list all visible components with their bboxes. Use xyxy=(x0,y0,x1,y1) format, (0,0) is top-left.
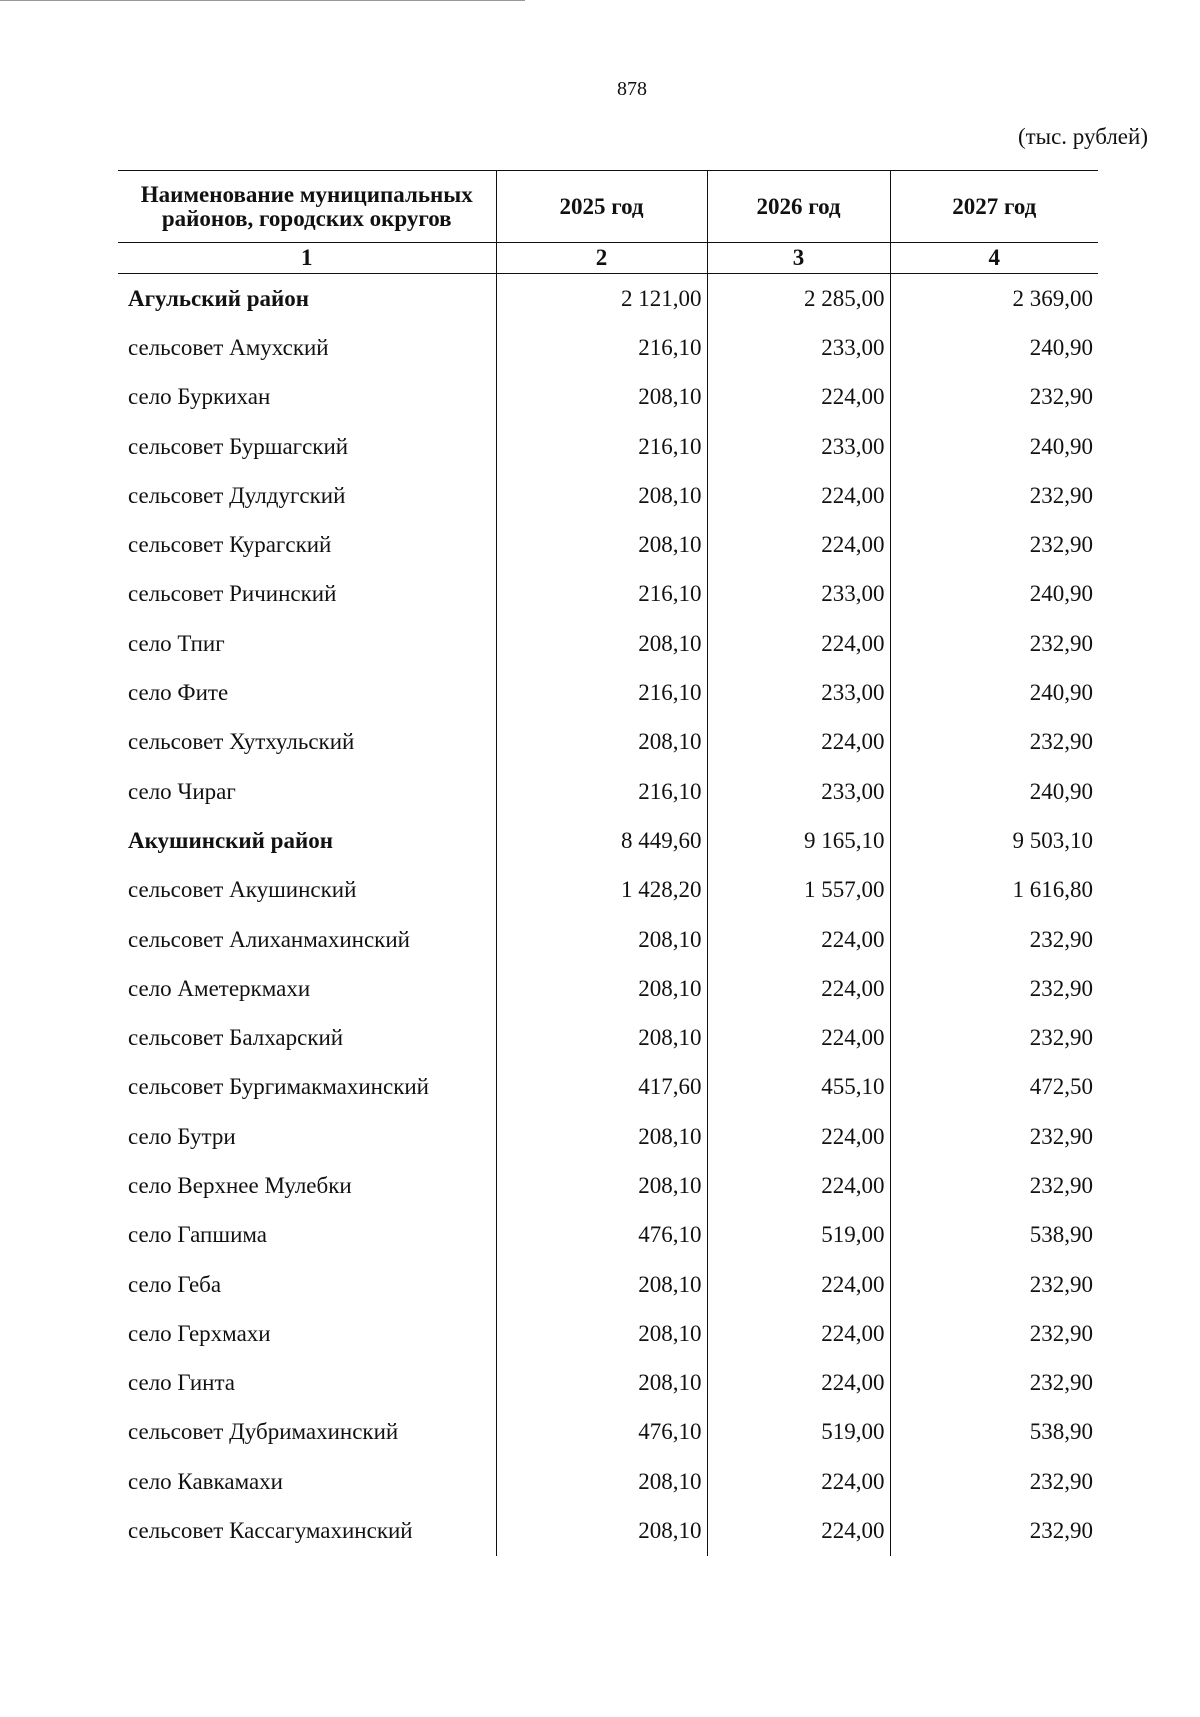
value-2025: 216,10 xyxy=(496,767,707,816)
value-2026: 455,10 xyxy=(707,1063,890,1112)
value-2025: 417,60 xyxy=(496,1063,707,1112)
value-2027: 472,50 xyxy=(890,1063,1098,1112)
value-2025: 208,10 xyxy=(496,1359,707,1408)
table-row xyxy=(118,520,1098,569)
header-name: Наименование муниципальных районов, городских округов xyxy=(118,171,496,243)
table-row xyxy=(118,1506,1098,1555)
row-name: село Фите xyxy=(128,680,229,706)
value-2025: 208,10 xyxy=(496,1161,707,1210)
value-2027: 1 616,80 xyxy=(890,866,1098,915)
value-2026: 224,00 xyxy=(707,718,890,767)
table-row xyxy=(118,1260,1098,1309)
row-name: село Бутри xyxy=(128,1123,236,1149)
header-row xyxy=(118,171,1098,243)
value-2025: 2 121,00 xyxy=(496,274,707,324)
value-2027: 232,90 xyxy=(890,1161,1098,1210)
row-name: село Герхмахи xyxy=(128,1320,271,1346)
value-2027: 232,90 xyxy=(890,1457,1098,1506)
row-name: село Тпиг xyxy=(128,630,225,656)
value-2026: 233,00 xyxy=(707,767,890,816)
value-2025: 208,10 xyxy=(496,471,707,520)
table-row xyxy=(118,373,1098,422)
row-name: село Чираг xyxy=(128,778,236,804)
row-name: сельсовет Дубримахинский xyxy=(128,1419,399,1445)
top-rule xyxy=(0,0,525,1)
page-number: 878 xyxy=(617,78,647,100)
table-row xyxy=(118,718,1098,767)
table-row xyxy=(118,1309,1098,1358)
row-name: село Верхнее Мулебки xyxy=(128,1172,352,1198)
units-label: (тыс. рублей) xyxy=(1017,124,1148,149)
value-2026: 224,00 xyxy=(707,1013,890,1062)
value-2025: 208,10 xyxy=(496,718,707,767)
value-2027: 232,90 xyxy=(890,1506,1098,1555)
table-row xyxy=(118,1112,1098,1161)
value-2027: 538,90 xyxy=(890,1211,1098,1260)
value-2025: 208,10 xyxy=(496,1457,707,1506)
value-2026: 224,00 xyxy=(707,964,890,1013)
value-2026: 224,00 xyxy=(707,1112,890,1161)
value-2026: 224,00 xyxy=(707,1359,890,1408)
value-2027: 232,90 xyxy=(890,619,1098,668)
value-2025: 216,10 xyxy=(496,422,707,471)
value-2025: 208,10 xyxy=(496,1260,707,1309)
value-2025: 208,10 xyxy=(496,1013,707,1062)
value-2026: 224,00 xyxy=(707,1457,890,1506)
value-2027: 240,90 xyxy=(890,767,1098,816)
column-number: 3 xyxy=(707,243,890,274)
budget-table xyxy=(118,170,1098,1556)
value-2027: 232,90 xyxy=(890,1013,1098,1062)
value-2026: 224,00 xyxy=(707,1260,890,1309)
row-name: сельсовет Хутхульский xyxy=(128,729,355,755)
value-2026: 224,00 xyxy=(707,915,890,964)
value-2025: 208,10 xyxy=(496,915,707,964)
row-name: сельсовет Акушинский xyxy=(128,877,357,903)
header-2027: 2027 год xyxy=(890,171,1098,243)
value-2027: 232,90 xyxy=(890,1359,1098,1408)
value-2027: 538,90 xyxy=(890,1408,1098,1457)
value-2025: 476,10 xyxy=(496,1211,707,1260)
row-name: сельсовет Дулдугский xyxy=(128,482,346,508)
table-row xyxy=(118,767,1098,816)
column-number-row xyxy=(118,243,1098,274)
value-2026: 224,00 xyxy=(707,1161,890,1210)
row-name: сельсовет Бургимакмахинский xyxy=(128,1074,429,1100)
value-2026: 224,00 xyxy=(707,1506,890,1555)
value-2026: 224,00 xyxy=(707,471,890,520)
table-row xyxy=(118,323,1098,372)
value-2027: 232,90 xyxy=(890,471,1098,520)
value-2027: 2 369,00 xyxy=(890,274,1098,324)
row-name: сельсовет Курагский xyxy=(128,532,332,558)
row-name: сельсовет Алиханмахинский xyxy=(128,926,410,952)
value-2025: 1 428,20 xyxy=(496,866,707,915)
value-2025: 476,10 xyxy=(496,1408,707,1457)
table-row xyxy=(118,1457,1098,1506)
table-row xyxy=(118,422,1098,471)
value-2027: 240,90 xyxy=(890,668,1098,717)
value-2026: 224,00 xyxy=(707,520,890,569)
row-name: село Гинта xyxy=(128,1370,236,1396)
value-2025: 216,10 xyxy=(496,570,707,619)
table-row xyxy=(118,915,1098,964)
row-name: Агульский район xyxy=(128,285,310,311)
value-2025: 216,10 xyxy=(496,323,707,372)
row-name: сельсовет Буршагский xyxy=(128,433,349,459)
table-row xyxy=(118,570,1098,619)
row-name: Акушинский район xyxy=(128,827,333,853)
row-name: село Буркихан xyxy=(128,384,271,410)
value-2027: 240,90 xyxy=(890,323,1098,372)
value-2026: 224,00 xyxy=(707,1309,890,1358)
table-row xyxy=(118,1359,1098,1408)
value-2026: 9 165,10 xyxy=(707,816,890,865)
value-2027: 240,90 xyxy=(890,422,1098,471)
table-row xyxy=(118,1408,1098,1457)
row-name: село Гапшима xyxy=(128,1222,267,1248)
column-number: 2 xyxy=(496,243,707,274)
table-row xyxy=(118,471,1098,520)
value-2025: 208,10 xyxy=(496,964,707,1013)
value-2026: 224,00 xyxy=(707,373,890,422)
value-2026: 224,00 xyxy=(707,619,890,668)
value-2027: 232,90 xyxy=(890,520,1098,569)
table-row xyxy=(118,668,1098,717)
value-2025: 208,10 xyxy=(496,1309,707,1358)
row-name: сельсовет Ричинский xyxy=(128,581,337,607)
row-name: село Аметеркмахи xyxy=(128,975,311,1001)
table-row xyxy=(118,1063,1098,1112)
value-2025: 208,10 xyxy=(496,1506,707,1555)
row-name: сельсовет Балхарский xyxy=(128,1025,344,1051)
row-name: сельсовет Амухский xyxy=(128,334,329,360)
column-number: 1 xyxy=(118,243,496,274)
value-2026: 2 285,00 xyxy=(707,274,890,324)
value-2027: 232,90 xyxy=(890,718,1098,767)
table-row xyxy=(118,866,1098,915)
value-2027: 232,90 xyxy=(890,373,1098,422)
table-row xyxy=(118,1161,1098,1210)
value-2025: 208,10 xyxy=(496,619,707,668)
table-row xyxy=(118,964,1098,1013)
value-2025: 8 449,60 xyxy=(496,816,707,865)
value-2026: 519,00 xyxy=(707,1408,890,1457)
value-2027: 232,90 xyxy=(890,964,1098,1013)
row-name: село Геба xyxy=(128,1271,222,1297)
value-2026: 233,00 xyxy=(707,570,890,619)
value-2025: 208,10 xyxy=(496,520,707,569)
value-2025: 208,10 xyxy=(496,373,707,422)
row-name: сельсовет Кассагумахинский xyxy=(128,1518,413,1544)
column-number: 4 xyxy=(890,243,1098,274)
value-2026: 233,00 xyxy=(707,668,890,717)
table-row xyxy=(118,619,1098,668)
value-2027: 232,90 xyxy=(890,1260,1098,1309)
value-2027: 232,90 xyxy=(890,1112,1098,1161)
value-2026: 233,00 xyxy=(707,323,890,372)
table-row xyxy=(118,1013,1098,1062)
value-2025: 208,10 xyxy=(496,1112,707,1161)
value-2027: 232,90 xyxy=(890,915,1098,964)
table-row xyxy=(118,1211,1098,1260)
header-2025: 2025 год xyxy=(496,171,707,243)
table-row xyxy=(118,274,1098,324)
value-2025: 216,10 xyxy=(496,668,707,717)
header-2026: 2026 год xyxy=(707,171,890,243)
table-row xyxy=(118,816,1098,865)
value-2026: 519,00 xyxy=(707,1211,890,1260)
row-name: село Кавкамахи xyxy=(128,1468,283,1494)
value-2027: 240,90 xyxy=(890,570,1098,619)
value-2026: 1 557,00 xyxy=(707,866,890,915)
value-2027: 9 503,10 xyxy=(890,816,1098,865)
value-2027: 232,90 xyxy=(890,1309,1098,1358)
value-2026: 233,00 xyxy=(707,422,890,471)
